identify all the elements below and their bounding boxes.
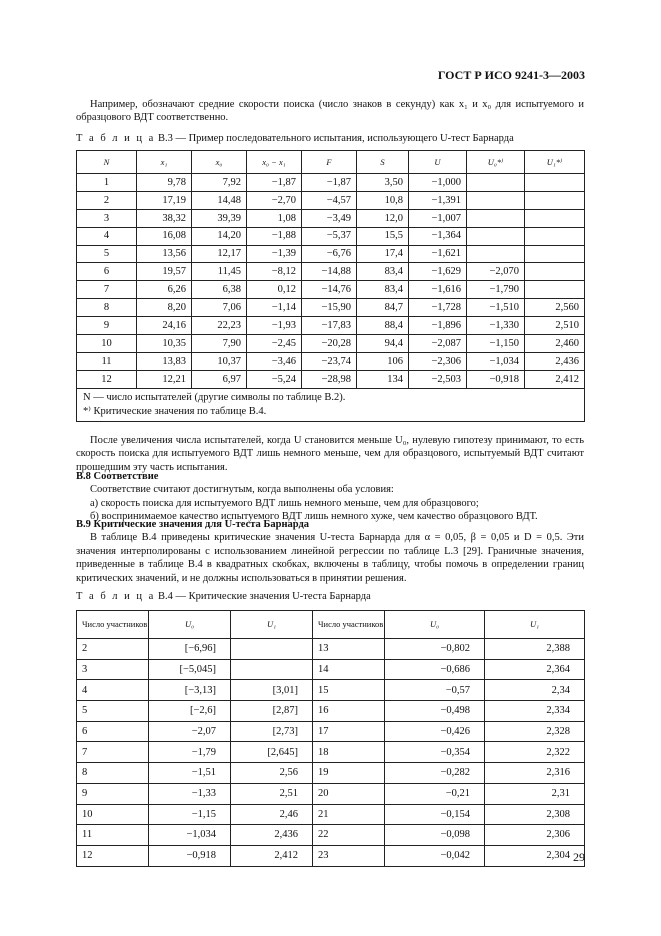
table-cell: 20 xyxy=(313,783,385,804)
table-cell: 6,26 xyxy=(137,281,192,299)
table-cell: 22,23 xyxy=(192,317,247,335)
table-row xyxy=(77,783,585,804)
table-cell: 2,334 xyxy=(485,701,585,722)
table-row xyxy=(77,845,585,866)
table-cell: [−3,13] xyxy=(149,680,231,701)
table-b3-header-cell: U xyxy=(409,151,467,174)
table-cell: 12,17 xyxy=(192,245,247,263)
table-cell: 1 xyxy=(77,174,137,192)
table-cell: 2,51 xyxy=(231,783,313,804)
table-cell: 19 xyxy=(313,763,385,784)
page-number: 29 xyxy=(573,850,585,864)
table-cell: −28,98 xyxy=(302,370,357,388)
table-cell: −1,034 xyxy=(149,825,231,846)
table-cell: 7,90 xyxy=(192,335,247,353)
table-row xyxy=(77,281,585,299)
table-b4-header-cell: U₁ xyxy=(231,611,313,639)
table-cell: −1,14 xyxy=(247,299,302,317)
table-cell: −0,426 xyxy=(385,721,485,742)
table-cell: −1,621 xyxy=(409,245,467,263)
table-row xyxy=(77,352,585,370)
table-cell: [2,87] xyxy=(231,701,313,722)
table-b3-header-cell: U₀*⁾ xyxy=(467,151,525,174)
table-cell: −3,49 xyxy=(302,209,357,227)
table-cell: 14,48 xyxy=(192,191,247,209)
table-cell: 9 xyxy=(77,317,137,335)
table-cell: 6 xyxy=(77,721,149,742)
table-cell: 2,56 xyxy=(231,763,313,784)
section-b9-text: В таблице В.4 приведены критические значения U-теста Барнарда для α = 0,05, β = 0,05 и D = 0,5. Эти значения интерполированы с использованием линейной регрессии по таблице L.3 [29]. Граничные значения, приведенные в таблице В.4 в квадратных скобках, включены в таблицу, чтобы помочь в определении границ критических значений, и не должны использоваться в принятии решения. xyxy=(76,532,584,584)
table-cell: −14,76 xyxy=(302,281,357,299)
table-cell: −1,87 xyxy=(302,174,357,192)
table-b4-header-cell: Число участников xyxy=(313,611,385,639)
table-cell: −1,007 xyxy=(409,209,467,227)
table-cell: [2,73] xyxy=(231,721,313,742)
table-b3-note-1: N — число испытателей (другие символы по таблице В.2). xyxy=(83,391,346,403)
table-cell: 13,83 xyxy=(137,352,192,370)
table-row xyxy=(77,263,585,281)
table-cell: 12,21 xyxy=(137,370,192,388)
table-b4-caption-prefix: Т а б л и ц а xyxy=(76,591,156,602)
table-cell: −2,070 xyxy=(467,263,525,281)
table-cell: −1,034 xyxy=(467,352,525,370)
table-cell: −1,88 xyxy=(247,227,302,245)
table-cell: 106 xyxy=(357,352,409,370)
table-cell: 23 xyxy=(313,845,385,866)
table-cell: −2,306 xyxy=(409,352,467,370)
table-cell xyxy=(231,659,313,680)
table-cell: 83,4 xyxy=(357,281,409,299)
table-cell: 2,306 xyxy=(485,825,585,846)
table-cell: [−2,6] xyxy=(149,701,231,722)
table-cell: −0,098 xyxy=(385,825,485,846)
table-cell: 5 xyxy=(77,245,137,263)
table-row xyxy=(77,191,585,209)
table-cell xyxy=(525,245,585,263)
table-b4-caption-text: В.4 — Критические значения U-теста Барнарда xyxy=(157,591,371,602)
table-cell: 7,92 xyxy=(192,174,247,192)
table-b3-header-cell: F xyxy=(302,151,357,174)
table-cell: −5,37 xyxy=(302,227,357,245)
table-cell xyxy=(467,245,525,263)
table-cell: −1,728 xyxy=(409,299,467,317)
table-b3-header-cell: U₁*⁾ xyxy=(525,151,585,174)
table-row xyxy=(77,804,585,825)
table-cell: [−5,045] xyxy=(149,659,231,680)
table-cell: 2,412 xyxy=(525,370,585,388)
table-cell: −0,802 xyxy=(385,639,485,660)
table-cell: 21 xyxy=(313,804,385,825)
table-cell: −0,042 xyxy=(385,845,485,866)
table-cell: 2 xyxy=(77,191,137,209)
table-cell: 11,45 xyxy=(192,263,247,281)
intro-paragraph: Например, обозначают средние скорости поиска (число знаков в секунду) как x₁ и x₀ для испытуемого и образцового ВДТ соответственно. xyxy=(76,99,584,124)
table-cell: 2,388 xyxy=(485,639,585,660)
table-cell: 4 xyxy=(77,680,149,701)
table-cell: 7,06 xyxy=(192,299,247,317)
table-cell: −1,790 xyxy=(467,281,525,299)
table-b3-header-cell: S xyxy=(357,151,409,174)
table-cell: 22 xyxy=(313,825,385,846)
table-cell: 2,328 xyxy=(485,721,585,742)
table-cell: 12 xyxy=(77,845,149,866)
table-cell: −0,57 xyxy=(385,680,485,701)
table-cell: 10,37 xyxy=(192,352,247,370)
table-cell: −0,154 xyxy=(385,804,485,825)
table-cell: −0,354 xyxy=(385,742,485,763)
table-cell: −1,391 xyxy=(409,191,467,209)
table-cell: 8 xyxy=(77,763,149,784)
table-b3-header-cell: N xyxy=(77,151,137,174)
section-b8-item-b: б) воспринимаемое качество испытуемого ВДТ лишь немного хуже, чем качество образцового ВДТ. xyxy=(90,511,538,523)
table-b3-header-cell: x₀ xyxy=(192,151,247,174)
table-cell: 134 xyxy=(357,370,409,388)
table-cell: −1,330 xyxy=(467,317,525,335)
table-cell: 7 xyxy=(77,742,149,763)
table-cell: −2,45 xyxy=(247,335,302,353)
table-cell: 2,31 xyxy=(485,783,585,804)
table-cell: 2,364 xyxy=(485,659,585,680)
table-cell: 18 xyxy=(313,742,385,763)
table-cell: 10 xyxy=(77,804,149,825)
table-cell: 9,78 xyxy=(137,174,192,192)
table-cell xyxy=(525,263,585,281)
table-cell: 2,308 xyxy=(485,804,585,825)
table-cell: 17,19 xyxy=(137,191,192,209)
table-cell: 2,412 xyxy=(231,845,313,866)
table-cell: −1,93 xyxy=(247,317,302,335)
table-cell: −2,503 xyxy=(409,370,467,388)
table-cell xyxy=(467,227,525,245)
table-cell: 0,12 xyxy=(247,281,302,299)
table-cell: 7 xyxy=(77,281,137,299)
table-row xyxy=(77,174,585,192)
section-b8 xyxy=(76,470,584,524)
table-cell: −1,896 xyxy=(409,317,467,335)
table-cell: 38,32 xyxy=(137,209,192,227)
table-b3-note-2: *⁾ Критические значения по таблице В.4. xyxy=(83,405,267,417)
table-row xyxy=(77,209,585,227)
table-cell: −6,76 xyxy=(302,245,357,263)
table-b3-caption-prefix: Т а б л и ц а xyxy=(76,133,156,144)
table-row xyxy=(77,659,585,680)
table-cell: 19,57 xyxy=(137,263,192,281)
table-cell xyxy=(525,191,585,209)
table-cell: −1,39 xyxy=(247,245,302,263)
table-b3-header-cell: x₀ − x₁ xyxy=(247,151,302,174)
table-cell: [3,01] xyxy=(231,680,313,701)
table-cell: 5 xyxy=(77,701,149,722)
table-b3-notes xyxy=(77,388,585,421)
table-cell: −0,282 xyxy=(385,763,485,784)
table-row xyxy=(77,680,585,701)
table-row xyxy=(77,245,585,263)
table-row xyxy=(77,299,585,317)
table-cell: [2,645] xyxy=(231,742,313,763)
table-cell: [−6,96] xyxy=(149,639,231,660)
table-cell: −1,33 xyxy=(149,783,231,804)
table-cell: −0,918 xyxy=(149,845,231,866)
table-cell: 8 xyxy=(77,299,137,317)
table-cell: −3,46 xyxy=(247,352,302,370)
table-row xyxy=(77,701,585,722)
table-cell: −1,15 xyxy=(149,804,231,825)
table-b3-caption-text: В.3 — Пример последовательного испытания, использующего U-тест Барнарда xyxy=(157,133,514,144)
table-cell: 16,08 xyxy=(137,227,192,245)
table-cell: 2,460 xyxy=(525,335,585,353)
table-cell: 2,436 xyxy=(525,352,585,370)
table-row xyxy=(77,227,585,245)
table-cell: 4 xyxy=(77,227,137,245)
table-cell: −1,79 xyxy=(149,742,231,763)
table-cell: 14,20 xyxy=(192,227,247,245)
table-cell: 6,38 xyxy=(192,281,247,299)
table-b3-caption xyxy=(76,132,514,145)
table-cell: −1,629 xyxy=(409,263,467,281)
table-b4-caption xyxy=(76,590,371,603)
table-cell: 14 xyxy=(313,659,385,680)
table-cell: −23,74 xyxy=(302,352,357,370)
table-b4 xyxy=(76,610,585,867)
table-cell xyxy=(467,191,525,209)
section-b8-text: Соответствие считают достигнутым, когда выполнены оба условия: xyxy=(90,484,394,496)
table-cell: 2,510 xyxy=(525,317,585,335)
table-cell xyxy=(525,281,585,299)
table-cell: 2,316 xyxy=(485,763,585,784)
table-cell xyxy=(467,174,525,192)
table-cell xyxy=(231,639,313,660)
table-cell: 2,322 xyxy=(485,742,585,763)
table-cell: −4,57 xyxy=(302,191,357,209)
table-cell: −17,83 xyxy=(302,317,357,335)
table-cell: 24,16 xyxy=(137,317,192,335)
table-row xyxy=(77,335,585,353)
table-cell: −15,90 xyxy=(302,299,357,317)
table-cell: 15,5 xyxy=(357,227,409,245)
table-cell: 1,08 xyxy=(247,209,302,227)
table-cell xyxy=(525,209,585,227)
table-cell: 9 xyxy=(77,783,149,804)
table-row xyxy=(77,370,585,388)
table-cell: 10,8 xyxy=(357,191,409,209)
table-b3 xyxy=(76,150,585,422)
section-b9-heading: В.9 Критические значения для U-теста Барнарда xyxy=(76,519,310,530)
table-b3-header-row xyxy=(77,151,585,174)
table-b4-header-cell: U₀ xyxy=(149,611,231,639)
table-cell: 6 xyxy=(77,263,137,281)
table-row xyxy=(77,742,585,763)
table-cell: −0,498 xyxy=(385,701,485,722)
table-cell: 13 xyxy=(313,639,385,660)
table-cell: 12 xyxy=(77,370,137,388)
table-cell: −2,087 xyxy=(409,335,467,353)
table-cell: 94,4 xyxy=(357,335,409,353)
table-cell: 2,304 xyxy=(485,845,585,866)
table-cell: 6,97 xyxy=(192,370,247,388)
table-cell: −0,918 xyxy=(467,370,525,388)
table-cell: 13,56 xyxy=(137,245,192,263)
table-b4-header-cell: U₁ xyxy=(485,611,585,639)
table-cell: 2,34 xyxy=(485,680,585,701)
table-cell: 11 xyxy=(77,352,137,370)
table-cell: −2,70 xyxy=(247,191,302,209)
section-b8-heading: В.8 Соответствие xyxy=(76,471,159,482)
table-cell: −1,150 xyxy=(467,335,525,353)
table-cell: −1,000 xyxy=(409,174,467,192)
table-cell: −20,28 xyxy=(302,335,357,353)
table-cell: 12,0 xyxy=(357,209,409,227)
table-cell xyxy=(467,209,525,227)
section-b8-item-a: а) скорость поиска для испытуемого ВДТ лишь немного меньше, чем для образцового; xyxy=(90,497,479,509)
table-b4-header-cell: Число участников xyxy=(77,611,149,639)
table-cell: −14,88 xyxy=(302,263,357,281)
table-cell: 2 xyxy=(77,639,149,660)
table-cell: −1,510 xyxy=(467,299,525,317)
table-cell: 10 xyxy=(77,335,137,353)
table-cell: 10,35 xyxy=(137,335,192,353)
table-cell: −0,21 xyxy=(385,783,485,804)
document-header: ГОСТ Р ИСО 9241-3—2003 xyxy=(437,68,585,82)
table-cell: 17 xyxy=(313,721,385,742)
table-b4-header-row xyxy=(77,611,585,639)
table-cell xyxy=(525,227,585,245)
table-cell: −1,364 xyxy=(409,227,467,245)
table-row xyxy=(77,825,585,846)
table-cell: 39,39 xyxy=(192,209,247,227)
table-cell: 15 xyxy=(313,680,385,701)
table-cell: 16 xyxy=(313,701,385,722)
table-b4-header-cell: U₀ xyxy=(385,611,485,639)
table-cell: −0,686 xyxy=(385,659,485,680)
table-cell: 8,20 xyxy=(137,299,192,317)
table-row xyxy=(77,317,585,335)
table-cell: −2,07 xyxy=(149,721,231,742)
table-cell: 84,7 xyxy=(357,299,409,317)
table-cell: −5,24 xyxy=(247,370,302,388)
paragraph-after-table: После увеличения числа испытателей, когда U становится меньше U₀, нулевую гипотезу принимают, то есть скорость поиска для испытуемого ВДТ лишь немного меньше, чем для образцового, испытуемый ВДТ считают прошедшим эту часть испытания. xyxy=(76,435,584,473)
table-row xyxy=(77,721,585,742)
table-row xyxy=(77,639,585,660)
table-cell: 3 xyxy=(77,209,137,227)
table-cell: −1,51 xyxy=(149,763,231,784)
table-b3-header-cell: x₁ xyxy=(137,151,192,174)
table-cell: −1,616 xyxy=(409,281,467,299)
table-row xyxy=(77,763,585,784)
table-cell: 2,46 xyxy=(231,804,313,825)
table-cell: 83,4 xyxy=(357,263,409,281)
table-cell: −8,12 xyxy=(247,263,302,281)
table-cell: 2,436 xyxy=(231,825,313,846)
table-cell: 88,4 xyxy=(357,317,409,335)
table-cell: 3,50 xyxy=(357,174,409,192)
table-cell: 2,560 xyxy=(525,299,585,317)
section-b9 xyxy=(76,518,584,585)
table-cell: 11 xyxy=(77,825,149,846)
table-cell xyxy=(525,174,585,192)
table-cell: −1,87 xyxy=(247,174,302,192)
table-cell: 17,4 xyxy=(357,245,409,263)
table-cell: 3 xyxy=(77,659,149,680)
